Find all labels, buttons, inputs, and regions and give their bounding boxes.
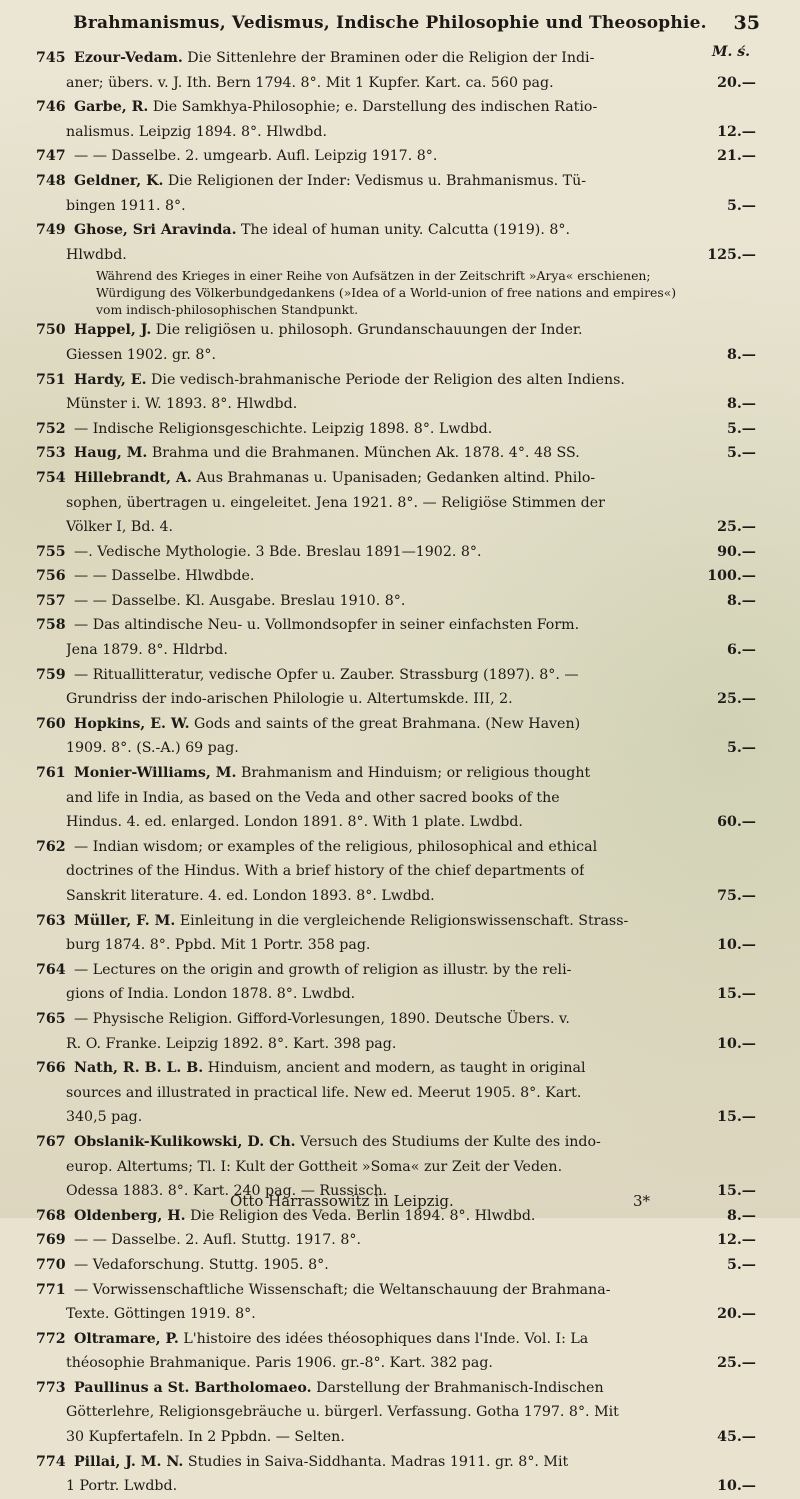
entry-line (36, 761, 756, 786)
entry-number: 773 (36, 1379, 66, 1396)
entry-text (74, 368, 625, 393)
entry-number: 766 (36, 1060, 66, 1077)
entry-text (74, 1130, 601, 1155)
entry-description: Texte. Göttingen 1919. 8°. (66, 1306, 256, 1323)
entry-text (74, 663, 579, 688)
entry-description: — Rituallitteratur, vedische Opfer u. Zauber. Strassburg (1897). 8°. — (74, 666, 579, 683)
entry-description: Grundriss der indo-arischen Philologie u. Altertumskde. III, 2. (66, 691, 513, 708)
entry-text (74, 95, 597, 120)
entry-line (36, 589, 756, 614)
entry-number: 754 (36, 469, 66, 486)
entry-description: Einleitung in die vergleichende Religionswissenschaft. Strass- (175, 912, 629, 929)
entry-price: 45.— (717, 1429, 756, 1446)
entry-line (36, 1228, 756, 1253)
entry-text (66, 1105, 142, 1130)
entry-number: 757 (36, 592, 66, 609)
entry-line (36, 1032, 756, 1057)
entry-text (66, 343, 216, 368)
entry-text (74, 46, 594, 71)
entry-line (36, 810, 756, 835)
entry-number: 768 (36, 1207, 66, 1224)
entry-line (36, 491, 756, 516)
catalog-entry (36, 1056, 756, 1130)
entry-description: Giessen 1902. gr. 8°. (66, 346, 216, 363)
entry-price: 5.— (727, 1256, 756, 1273)
entry-line (36, 736, 756, 761)
entry-description: Die vedisch-brahmanische Periode der Religion des alten Indiens. (146, 371, 625, 388)
entry-note (36, 267, 756, 318)
catalog-entry (36, 466, 756, 540)
entry-text (66, 810, 523, 835)
entry-line (36, 1425, 756, 1450)
catalog-entry (36, 1007, 756, 1056)
entry-number: 747 (36, 148, 66, 165)
entry-text (74, 958, 571, 983)
catalog-entry (36, 46, 756, 95)
running-head: Brahmanismus, Vedismus, Indische Philosophie und Theosophie. (73, 13, 707, 33)
entry-price: 100.— (707, 568, 756, 585)
entry-text (74, 144, 437, 169)
entry-price: 12.— (717, 123, 756, 140)
entry-description: Die religiösen u. philosoph. Grundanschauungen der Inder. (151, 322, 583, 339)
entry-text (74, 835, 597, 860)
entry-description: Brahmanism and Hinduism; or religious thought (236, 765, 591, 782)
entry-description: — Physische Religion. Gifford-Vorlesungen, 1890. Deutsche Übers. v. (74, 1010, 570, 1027)
entry-price: 10.— (717, 937, 756, 954)
entry-description: 1909. 8°. (S.-A.) 69 pag. (66, 740, 239, 757)
catalog-entry (36, 958, 756, 1007)
entry-description: — — Dasselbe. 2. umgearb. Aufl. Leipzig 1917. 8°. (74, 148, 438, 165)
note-line: Während des Krieges in einer Reihe von Aufsätzen in der Zeitschrift »Arya« erschienen; (96, 268, 651, 284)
entry-description: Die Sittenlehre der Braminen oder die Religion der Indi- (182, 50, 595, 66)
entry-number: 769 (36, 1232, 66, 1249)
entry-line (36, 318, 756, 343)
entry-description: Hindus. 4. ed. enlarged. London 1891. 8°. With 1 plate. Lwdbd. (66, 814, 523, 831)
entry-number: 767 (36, 1133, 66, 1150)
entry-text (66, 736, 239, 761)
entry-text (66, 1474, 177, 1499)
entry-price: 12.— (717, 1232, 756, 1249)
entry-text (74, 417, 492, 442)
entry-description: 30 Kupfertafeln. In 2 Ppbdn. — Selten. (66, 1429, 345, 1446)
entry-author: Pillai, J. M. N. (74, 1453, 184, 1470)
entry-price: 21.— (717, 148, 756, 165)
entry-number: 760 (36, 715, 66, 732)
entry-description: Sanskrit literature. 4. ed. London 1893. 8°. Lwdbd. (66, 888, 435, 904)
entry-number: 750 (36, 322, 66, 339)
catalog-entry (36, 1228, 756, 1253)
entry-line (36, 46, 756, 71)
entry-description: sophen, übertragen u. eingeleitet. Jena 1921. 8°. — Religiöse Stimmen der (66, 494, 605, 511)
entry-price: 10.— (717, 1478, 756, 1495)
entry-description: — — Dasselbe. 2. Aufl. Stuttg. 1917. 8°. (74, 1232, 361, 1249)
entry-price: 20.— (717, 74, 756, 91)
entry-description: R. O. Franke. Leipzig 1892. 8°. Kart. 398 pag. (66, 1035, 397, 1052)
entry-description: europ. Altertums; Tl. I: Kult der Gottheit »Soma« zur Zeit der Veden. (66, 1158, 563, 1175)
entry-description: Die Samkhya-Philosophie; e. Darstellung des indischen Ratio- (148, 99, 598, 116)
entry-line (36, 1007, 756, 1032)
entry-price: 25.— (717, 1355, 756, 1372)
entry-number: 762 (36, 838, 66, 855)
entry-author: Haug, M. (74, 445, 148, 462)
entry-text (74, 540, 482, 565)
entry-line (36, 933, 756, 958)
entry-description: Aus Brahmanas u. Upanisaden; Gedanken altind. Philo- (191, 469, 596, 486)
entry-description: — Das altindische Neu- u. Vollmondsopfer in seiner einfachsten Form. (74, 617, 580, 634)
catalog-entry (36, 95, 756, 144)
entry-line (36, 613, 756, 638)
catalog-entry (36, 540, 756, 565)
entry-line (36, 194, 756, 219)
catalog-entry (36, 835, 756, 909)
entry-description: — Indische Religionsgeschichte. Leipzig 1898. 8°. Lwdbd. (74, 420, 493, 437)
entry-description: Götterlehre, Religionsgebräuche u. bürgerl. Verfassung. Gotha 1797. 8°. Mit (66, 1404, 619, 1421)
entry-number: 770 (36, 1256, 66, 1273)
entry-number: 752 (36, 420, 66, 437)
entry-description: Jena 1879. 8°. Hldrbd. (66, 642, 228, 659)
entry-description: Darstellung der Brahmanisch-Indischen (311, 1379, 604, 1396)
entry-line (36, 540, 756, 565)
entry-text (66, 1081, 581, 1106)
entry-number: 763 (36, 912, 66, 929)
entry-author: Monier-Williams, M. (74, 765, 237, 782)
catalog-entry (36, 1376, 756, 1450)
publisher-imprint: Otto Harrassowitz in Leipzig. (230, 1192, 454, 1210)
entry-number: 759 (36, 666, 66, 683)
entry-line (36, 884, 756, 909)
entry-line (36, 1474, 756, 1499)
entry-text (74, 169, 586, 194)
catalog-entry (36, 909, 756, 958)
sheet-signature: 3* (632, 1192, 650, 1210)
catalog-entry (36, 761, 756, 835)
entry-description: — — Dasselbe. Hlwdbde. (74, 568, 255, 585)
entry-line (36, 1400, 756, 1425)
entry-line (36, 712, 756, 737)
entry-text (66, 1351, 493, 1376)
entry-description: Odessa 1883. 8°. Kart. 240 pag. — Russisch. (66, 1183, 388, 1200)
entry-description: Gods and saints of the great Brahmana. (New Haven) (189, 715, 581, 732)
entry-price: 60.— (717, 814, 756, 831)
entry-number: 756 (36, 568, 66, 585)
note-line: vom indisch-philosophischen Standpunkt. (96, 302, 359, 318)
entry-author: Geldner, K. (74, 172, 164, 189)
entry-text (74, 761, 590, 786)
entry-author: Müller, F. M. (74, 912, 176, 929)
entry-line (36, 1105, 756, 1130)
entry-author: Hardy, E. (74, 371, 147, 388)
note-line: Würdigung des Völkerbundgedankens (»Idea of a World-union of free nations and empires«) (96, 285, 677, 301)
entry-line (36, 1450, 756, 1475)
entry-price: 8.— (727, 346, 756, 363)
entry-number: 771 (36, 1281, 66, 1298)
entry-line (36, 663, 756, 688)
catalog-entry (36, 1327, 756, 1376)
entry-text (74, 318, 583, 343)
entry-number: 764 (36, 961, 66, 978)
catalog-entry (36, 1278, 756, 1327)
entry-line (36, 1351, 756, 1376)
entry-number: 758 (36, 617, 66, 634)
entry-price: 5.— (727, 420, 756, 437)
page-footer (230, 1192, 650, 1210)
entry-text (66, 1302, 256, 1327)
entry-text (66, 491, 605, 516)
entry-description: Versuch des Studiums der Kulte des indo- (295, 1133, 601, 1150)
entry-line (36, 368, 756, 393)
entry-line (36, 1253, 756, 1278)
entry-price: 15.— (717, 1109, 756, 1126)
entry-description: —. Vedische Mythologie. 3 Bde. Breslau 1891—1902. 8°. (74, 543, 482, 560)
entry-description: Brahma und die Brahmanen. München Ak. 1878. 4°. 48 SS. (147, 445, 580, 462)
entry-description: Völker I, Bd. 4. (66, 519, 173, 536)
entry-text (66, 982, 355, 1007)
entry-price: 10.— (717, 1035, 756, 1052)
entry-text (74, 218, 570, 243)
entry-line (36, 687, 756, 712)
catalog-entry (36, 663, 756, 712)
entry-description: Die Religion des Veda. Berlin 1894. 8°. Hlwdbd. (185, 1207, 536, 1224)
entry-author: Hillebrandt, A. (74, 469, 192, 486)
entry-price: 75.— (717, 888, 756, 904)
entry-line (36, 1056, 756, 1081)
entry-text (74, 466, 595, 491)
entry-text (74, 1253, 329, 1278)
entry-price: 8.— (727, 592, 756, 609)
entry-line (36, 1376, 756, 1401)
entry-text (66, 515, 173, 540)
entry-line (36, 417, 756, 442)
catalog-entries (36, 46, 756, 1499)
entry-description: Hinduism, ancient and modern, as taught in original (203, 1060, 586, 1077)
catalog-entry (36, 144, 756, 169)
entry-description: — Vorwissenschaftliche Wissenschaft; die Weltanschauung der Brahmana- (74, 1281, 611, 1298)
entry-description: sources and illustrated in practical life. New ed. Meerut 1905. 8°. Kart. (66, 1084, 582, 1101)
entry-description: — Lectures on the origin and growth of religion as illustr. by the reli- (74, 961, 572, 978)
entry-text (66, 1155, 562, 1180)
entry-text (74, 441, 580, 466)
entry-text (66, 933, 370, 958)
entry-line (36, 1302, 756, 1327)
entry-text (74, 909, 628, 934)
entry-text (66, 687, 513, 712)
entry-line (36, 343, 756, 368)
entry-description: The ideal of human unity. Calcutta (1919). 8°. (236, 222, 570, 239)
entry-text (74, 1228, 361, 1253)
catalog-entry (36, 1253, 756, 1278)
entry-text (74, 1007, 570, 1032)
entry-line (36, 120, 756, 145)
entry-text (66, 1425, 345, 1450)
catalog-entry (36, 1450, 756, 1499)
page-header (60, 6, 760, 40)
entry-line (36, 144, 756, 169)
entry-line (36, 909, 756, 934)
entry-description: aner; übers. v. J. Ith. Bern 1794. 8°. Mit 1 Kupfer. Kart. ca. 560 pag. (66, 74, 554, 91)
entry-description: — Indian wisdom; or examples of the religious, philosophical and ethical (74, 838, 598, 855)
entry-line (36, 638, 756, 663)
entry-line (36, 441, 756, 466)
entry-text (74, 1056, 586, 1081)
entry-text (74, 712, 580, 737)
entry-line (36, 169, 756, 194)
catalog-entry (36, 613, 756, 662)
entry-line (36, 564, 756, 589)
entry-price: 8.— (727, 1207, 756, 1224)
entry-price: 25.— (717, 691, 756, 708)
catalog-entry (36, 318, 756, 367)
entry-text (66, 786, 560, 811)
entry-line (36, 1327, 756, 1352)
entry-line (36, 982, 756, 1007)
entry-line (36, 1155, 756, 1180)
entry-line (36, 786, 756, 811)
entry-line (36, 835, 756, 860)
entry-text (66, 194, 186, 219)
entry-text (66, 1400, 619, 1425)
entry-price: 5.— (727, 740, 756, 757)
catalog-entry (36, 417, 756, 442)
entry-number: 761 (36, 765, 66, 782)
catalog-entry (36, 441, 756, 466)
catalog-entry (36, 169, 756, 218)
entry-line (36, 515, 756, 540)
entry-number: 765 (36, 1010, 66, 1027)
entry-line (36, 218, 756, 243)
entry-text (66, 120, 327, 145)
entry-description: burg 1874. 8°. Ppbd. Mit 1 Portr. 358 pag. (66, 937, 371, 954)
catalog-entry (36, 712, 756, 761)
entry-text (66, 638, 228, 663)
entry-author: Ezour-Vedam. (74, 50, 183, 66)
entry-price: 90.— (717, 543, 756, 560)
entry-description: Münster i. W. 1893. 8°. Hlwdbd. (66, 396, 298, 413)
entry-line (36, 243, 756, 268)
entry-description: 340,5 pag. (66, 1109, 143, 1126)
entry-text (66, 243, 127, 268)
entry-price: 125.— (707, 246, 756, 263)
entry-text (74, 589, 405, 614)
entry-line (36, 1278, 756, 1303)
entry-description: Hlwdbd. (66, 246, 127, 263)
entry-price: 15.— (717, 986, 756, 1003)
entry-text (66, 884, 435, 909)
entry-description: Studies in Saiva-Siddhanta. Madras 1911. gr. 8°. Mit (183, 1453, 569, 1470)
entry-price: 15.— (717, 1183, 756, 1200)
entry-author: Happel, J. (74, 322, 152, 339)
entry-author: Hopkins, E. W. (74, 715, 190, 732)
entry-description: — — Dasselbe. Kl. Ausgabe. Breslau 1910. 8°. (74, 592, 406, 609)
entry-text (74, 1450, 568, 1475)
entry-description: and life in India, as based on the Veda and other sacred books of the (66, 789, 560, 806)
entry-line (36, 1130, 756, 1155)
entry-line (36, 958, 756, 983)
entry-line (36, 71, 756, 96)
entry-author: Oldenberg, H. (74, 1207, 186, 1224)
entry-description: gions of India. London 1878. 8°. Lwdbd. (66, 986, 356, 1003)
entry-price: 5.— (727, 197, 756, 214)
entry-line (36, 1081, 756, 1106)
entry-description: bingen 1911. 8°. (66, 197, 186, 214)
entry-number: 749 (36, 222, 66, 239)
entry-price: 6.— (727, 642, 756, 659)
entry-description: L'histoire des idées théosophiques dans l'Inde. Vol. I: La (178, 1330, 589, 1347)
entry-line (36, 392, 756, 417)
entry-author: Ghose, Sri Aravinda. (74, 222, 237, 239)
entry-text (74, 613, 579, 638)
entry-price: 20.— (717, 1306, 756, 1323)
entry-text (66, 1032, 396, 1057)
entry-description: 1 Portr. Lwdbd. (66, 1478, 178, 1495)
entry-text (74, 564, 254, 589)
entry-author: Garbe, R. (74, 99, 149, 116)
entry-author: Obslanik-Kulikowski, D. Ch. (74, 1133, 296, 1150)
catalog-entry (36, 368, 756, 417)
entry-price: 8.— (727, 396, 756, 413)
entry-description: théosophie Brahmanique. Paris 1906. gr.-8°. Kart. 382 pag. (66, 1355, 493, 1372)
entry-price: 25.— (717, 519, 756, 536)
entry-number: 746 (36, 99, 66, 116)
handwritten-mark: M. ś. (712, 44, 751, 60)
entry-line (36, 859, 756, 884)
entry-author: Oltramare, P. (74, 1330, 179, 1347)
entry-line (36, 95, 756, 120)
entry-number: 774 (36, 1453, 66, 1470)
entry-description: doctrines of the Hindus. With a brief history of the chief departments of (66, 863, 585, 880)
entry-description: nalismus. Leipzig 1894. 8°. Hlwdbd. (66, 123, 327, 140)
catalog-entry (36, 564, 756, 589)
entry-number: 772 (36, 1330, 66, 1347)
catalog-entry (36, 589, 756, 614)
entry-text (66, 71, 554, 96)
entry-author: Paullinus a St. Bartholomaeo. (74, 1379, 312, 1396)
entry-description: — Vedaforschung. Stuttg. 1905. 8°. (74, 1256, 329, 1273)
entry-text (74, 1278, 611, 1303)
page-number: 35 (733, 12, 760, 34)
entry-text (74, 1327, 588, 1352)
entry-number: 751 (36, 371, 66, 388)
entry-text (66, 859, 584, 884)
entry-number: 755 (36, 543, 66, 560)
entry-text (66, 392, 297, 417)
entry-number: 745 (36, 50, 66, 66)
entry-description: Die Religionen der Inder: Vedismus u. Brahmanismus. Tü- (163, 172, 587, 189)
entry-number: 753 (36, 445, 66, 462)
entry-line (36, 466, 756, 491)
entry-price: 5.— (727, 445, 756, 462)
entry-text (74, 1376, 604, 1401)
catalog-entry (36, 218, 756, 318)
entry-number: 748 (36, 172, 66, 189)
entry-author: Nath, R. B. L. B. (74, 1060, 204, 1077)
